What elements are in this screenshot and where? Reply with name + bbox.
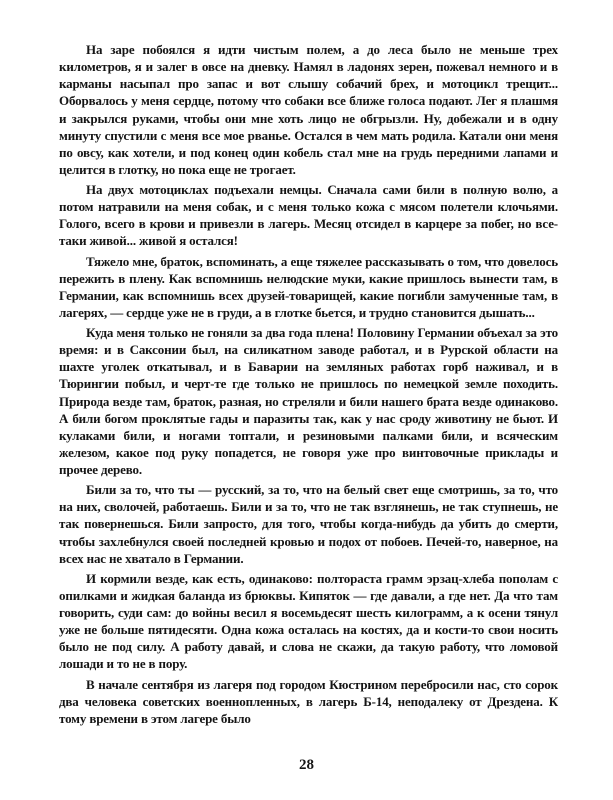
body-text bbox=[59, 41, 558, 730]
paragraph-2: На двух мотоциклах подъехали немцы. Сначала сами били в полную волю, а потом натравили на меня собак, и с меня только кожа с мясом полетели клочьями. Голого, всего в крови и привезли в лагерь. Месяц отсидел в карцере за побег, но все-таки живой... живой я остался! bbox=[59, 182, 558, 249]
paragraph-3: Тяжело мне, браток, вспоминать, а еще тяжелее рассказывать о том, что довелось пережить в плену. Как вспомнишь нелюдские муки, какие пришлось вынести там, в Германии, как вспомнишь всех друзей-товарищей, какие погибли замученные там, в лагерях, — сердце уже не в груди, а в глотке бьется, и трудно становится дышать... bbox=[59, 253, 558, 320]
paragraph-4: Куда меня только не гоняли за два года плена! Половину Германии объехал за это время: и в Саксонии был, на силикатном заводе работал, и в Рурской области на шахте уголек откатывал, и в Баварии на земляных работах горб наживал, и в Тюрингии побыл, и черт-те где только не пришлось по немецкой земле походить. Природа везде там, браток, разная, но стреляли и били нашего брата везде одинаково. А били богом проклятые гады и паразиты так, как у нас сроду животину не бьют. И кулаками били, и ногами топтали, и резиновыми палками били, и всяческим железом, какое под руку попадется, не говоря уже про винтовочные приклады и прочее дерево. bbox=[59, 325, 558, 477]
paragraph-5: Били за то, что ты — русский, за то, что на белый свет еще смотришь, за то, что на них, сволочей, работаешь. Били и за то, что не так взглянешь, не так ступнешь, не так повернешься. Били запросто, для того, чтобы когда-нибудь да убить до смерти, чтобы захлебнулся своей последней кровью и подох от побоев. Печей-то, наверное, на всех нас не хватало в Германии. bbox=[59, 482, 558, 566]
paragraph-7: В начале сентября из лагеря под городом Кюстрином перебросили нас, сто сорок два человека советских военнопленных, в лагерь Б-14, неподалеку от Дрездена. К тому времени в этом лагере было bbox=[59, 676, 558, 726]
paragraph-6: И кормили везде, как есть, одинаково: полтораста грамм эрзац-хлеба пополам с опилками и жидкая баланда из брюквы. Кипяток — где давали, а где нет. Да что там говорить, суди сам: до войны весил я восемьдесят шесть килограмм, а к осени тянул уже не больше пятидесяти. Одна кожа осталась на костях, да и кости-то свои носить было не под силу. А работу давай, и слова не скажи, да такую работу, что ломовой лошади и то не в пору. bbox=[59, 570, 558, 672]
page-number: 28 bbox=[299, 757, 314, 773]
paragraph-1: На заре побоялся я идти чистым полем, а до леса было не меньше трех километров, я и залег в овсе на дневку. Намял в ладонях зерен, пожевал немного и в карманы насыпал про запас и вот слышу собачий брех, и мотоцикл трещит... Оборвалось у меня сердце, потому что собаки все ближе голоса подают. Лег я плашмя и закрылся руками, чтобы они мне хоть лицо не обгрызли. Ну, добежали и в одну минуту спустили с меня все мое рванье. Остался в чем мать родила. Катали они меня по овсу, как хотели, и под конец один кобель стал мне на грудь передними лапами и целится в глотку, но пока еще не трогает. bbox=[59, 42, 558, 177]
